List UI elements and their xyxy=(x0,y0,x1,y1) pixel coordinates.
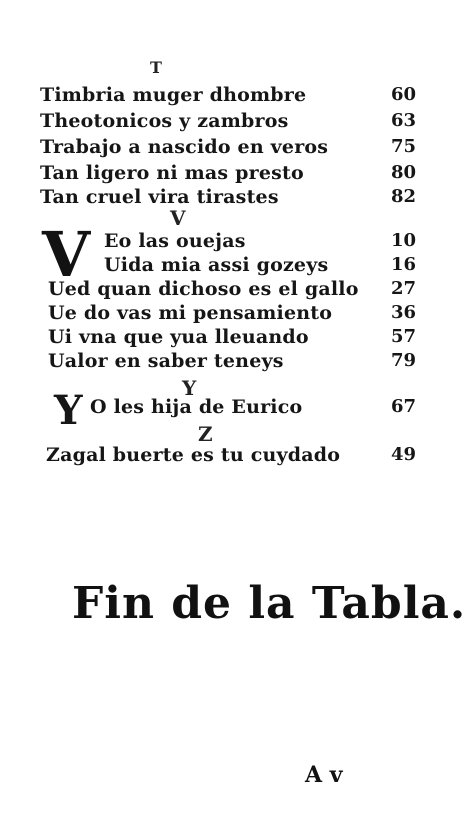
list-item xyxy=(0,186,476,214)
entry-page: 60 xyxy=(390,84,416,105)
list-item xyxy=(0,110,476,138)
entry-title: Uida mia assi gozeys xyxy=(104,254,329,276)
list-item xyxy=(0,396,476,424)
entry-title: Ued quan dichoso es el gallo xyxy=(48,278,359,300)
entry-page: 16 xyxy=(390,254,416,275)
entry-title: Timbria muger dhombre xyxy=(40,84,307,106)
entry-page: 82 xyxy=(390,186,416,207)
entry-title: O les hija de Eurico xyxy=(90,396,303,418)
signature-mark: A v xyxy=(305,762,343,788)
dropcap-y: Y xyxy=(54,387,83,434)
entry-page: 79 xyxy=(390,350,416,371)
entry-page: 10 xyxy=(390,230,416,251)
entry-page: 27 xyxy=(390,278,416,299)
list-item xyxy=(0,350,476,378)
list-item xyxy=(0,444,476,472)
entry-title: Tan cruel vira tirastes xyxy=(40,186,279,208)
entry-title: Ue do vas mi pensamiento xyxy=(48,302,333,324)
entry-page: 49 xyxy=(390,444,416,465)
entry-page: 36 xyxy=(390,302,416,323)
list-item xyxy=(0,84,476,112)
entry-title: Eo las ouejas xyxy=(104,230,246,252)
list-item xyxy=(0,136,476,164)
section-letter-t: T xyxy=(150,58,163,77)
section-letter-v: V xyxy=(170,206,186,230)
entry-page: 67 xyxy=(390,396,416,417)
entry-title: Ualor en saber teneys xyxy=(48,350,284,372)
entry-title: Zagal buerte es tu cuydado xyxy=(46,444,341,466)
dropcap-v: V xyxy=(42,218,91,291)
entry-title: Trabajo a nascido en veros xyxy=(40,136,329,158)
entry-page: 80 xyxy=(390,162,416,183)
end-of-table-title: Fin de la Tabla. xyxy=(72,578,467,629)
entry-title: Ui vna que yua lleuando xyxy=(48,326,309,348)
entry-page: 75 xyxy=(390,136,416,157)
entry-page: 57 xyxy=(390,326,416,347)
entry-page: 63 xyxy=(390,110,416,131)
entry-title: Tan ligero ni mas presto xyxy=(40,162,304,184)
entry-title: Theotonicos y zambros xyxy=(40,110,289,132)
section-letter-y: Y xyxy=(182,376,197,400)
section-letter-z: Z xyxy=(198,422,213,446)
